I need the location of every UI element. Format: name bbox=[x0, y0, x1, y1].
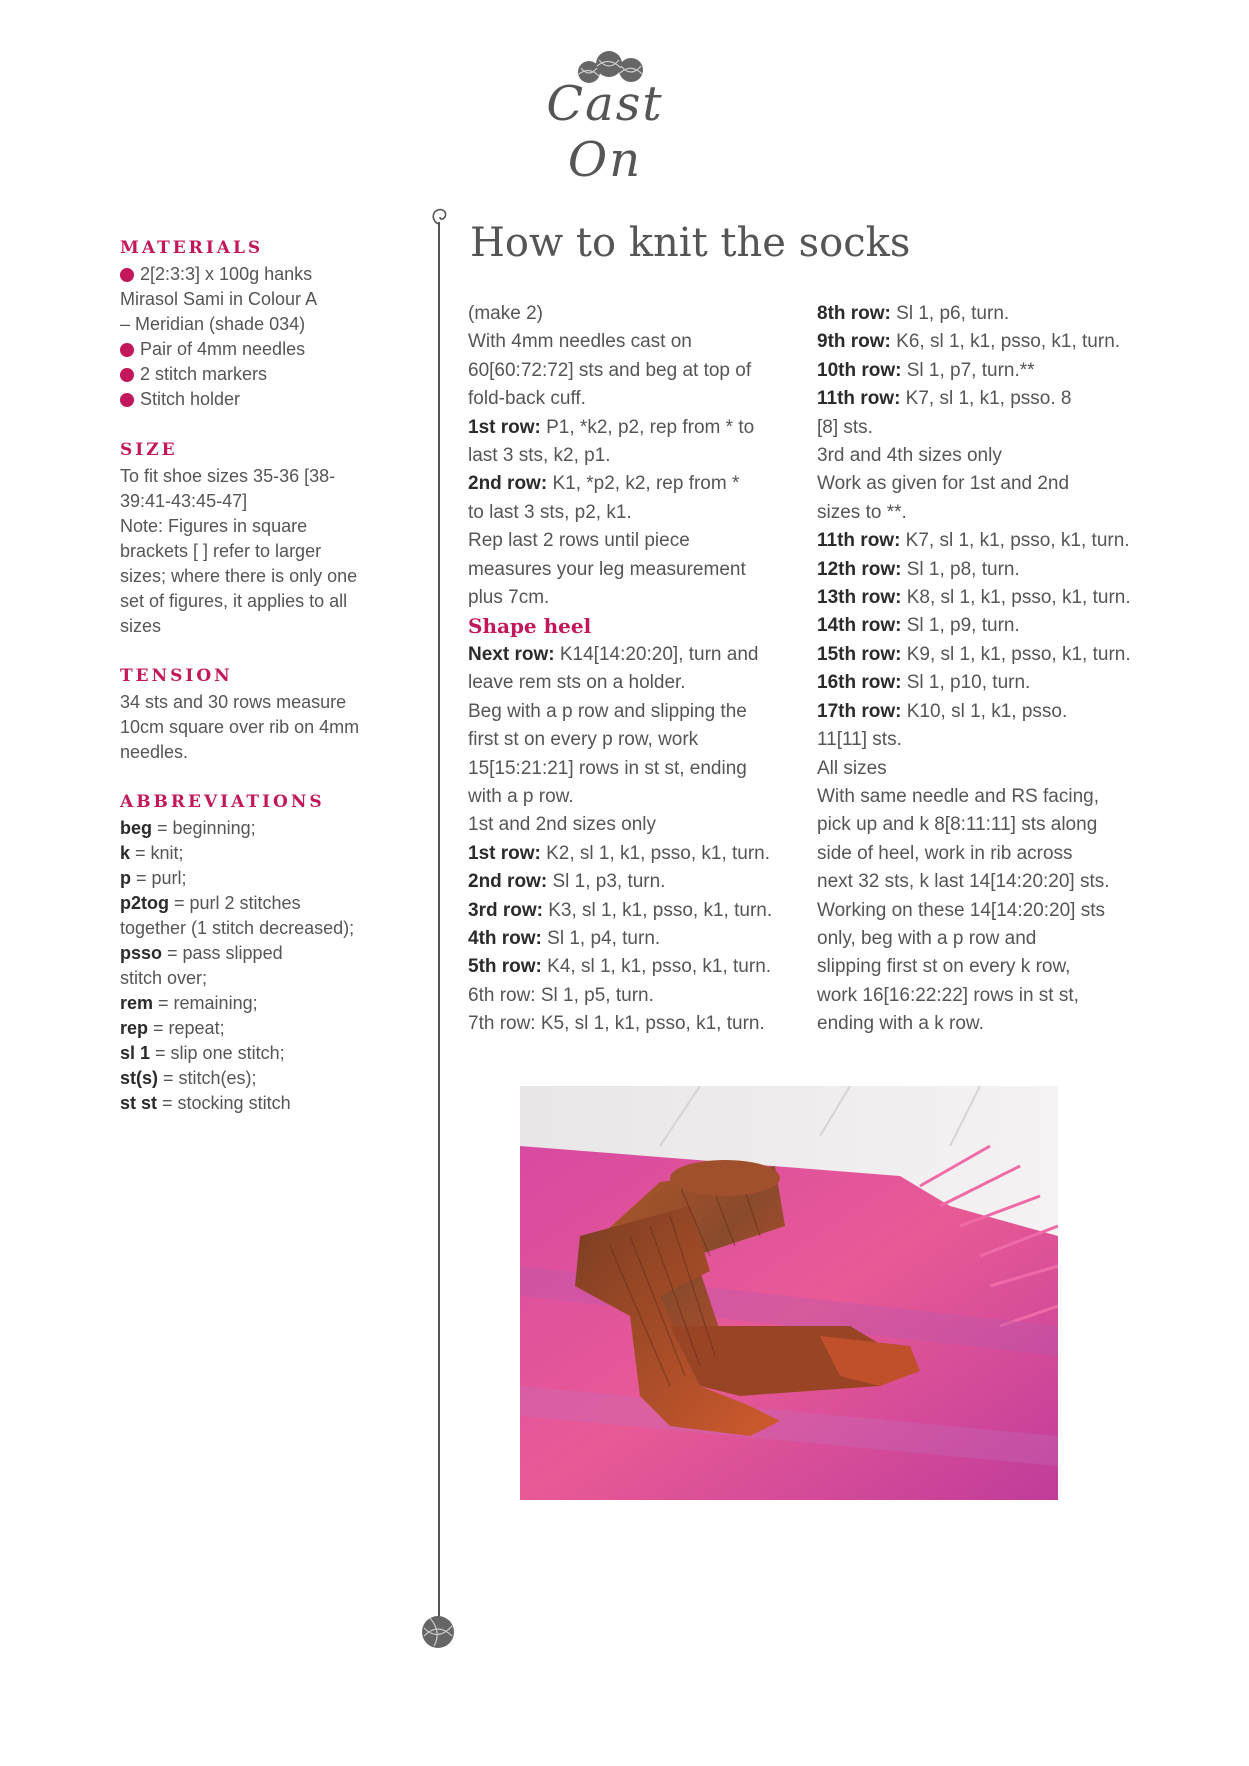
instruction-line: 17th row: K10, sl 1, k1, psso. bbox=[817, 700, 1068, 722]
instruction-line: to last 3 sts, p2, k1. bbox=[468, 501, 632, 523]
abbreviations-heading: ABBREVIATIONS bbox=[120, 792, 325, 812]
instruction-line: Beg with a p row and slipping the bbox=[468, 700, 747, 722]
abbr-item: stitch over; bbox=[120, 968, 208, 988]
shape-heel-subheading: Shape heel bbox=[468, 614, 592, 639]
yarn-ball-icon bbox=[418, 1612, 458, 1652]
instruction-line: leave rem sts on a holder. bbox=[468, 672, 686, 694]
tension-heading: TENSION bbox=[120, 666, 233, 686]
instruction-line: 2nd row: K1, *p2, k2, rep from * bbox=[468, 473, 740, 495]
instruction-line: only, beg with a p row and bbox=[817, 927, 1037, 949]
instruction-line: 1st and 2nd sizes only bbox=[468, 814, 657, 836]
instruction-line: 1st row: P1, *k2, p2, rep from * to bbox=[468, 416, 755, 438]
size-heading: SIZE bbox=[120, 440, 178, 460]
instruction-line: [8] sts. bbox=[817, 416, 873, 438]
instruction-line: sizes to **. bbox=[817, 501, 907, 523]
materials-item: Stitch holder bbox=[120, 387, 410, 412]
materials-heading: MATERIALS bbox=[120, 238, 264, 258]
materials-item: Pair of 4mm needles bbox=[120, 337, 410, 362]
instruction-line: 11th row: K7, sl 1, k1, psso. 8 bbox=[817, 388, 1072, 410]
size-text: To fit shoe sizes 35-36 [38- 39:41-43:45-47] Note: Figures in square brackets [ ] refer to larger sizes; where there is only one set of figures, it applies to all sizes bbox=[120, 466, 358, 636]
instruction-line: pick up and k 8[8:11:11] sts along bbox=[817, 814, 1098, 836]
instruction-line: measures your leg measurement bbox=[468, 558, 746, 580]
instruction-line: 11th row: K7, sl 1, k1, psso, k1, turn. bbox=[817, 530, 1130, 552]
instruction-line: 6th row: Sl 1, p5, turn. bbox=[468, 984, 654, 1006]
instruction-line: 3rd row: K3, sl 1, k1, psso, k1, turn. bbox=[468, 899, 773, 921]
column-divider bbox=[438, 222, 440, 1622]
instruction-line: Rep last 2 rows until piece bbox=[468, 530, 690, 552]
instruction-line: 15th row: K9, sl 1, k1, psso, k1, turn. bbox=[817, 643, 1131, 665]
instruction-line: Next row: K14[14:20:20], turn and bbox=[468, 643, 759, 665]
instruction-line: 7th row: K5, sl 1, k1, psso, k1, turn. bbox=[468, 1013, 765, 1035]
socks-photo bbox=[520, 1086, 1058, 1500]
bullet-icon bbox=[120, 368, 134, 382]
instruction-line: slipping first st on every k row, bbox=[817, 956, 1071, 978]
thread-loop-icon bbox=[428, 206, 452, 226]
instruction-line: with a p row. bbox=[468, 785, 574, 807]
bullet-icon bbox=[120, 343, 134, 357]
instruction-line: plus 7cm. bbox=[468, 587, 550, 609]
instruction-line: (make 2) bbox=[468, 303, 543, 324]
materials-item: 2 stitch markers bbox=[120, 362, 410, 387]
instruction-line: next 32 sts, k last 14[14:20:20] sts. bbox=[817, 871, 1110, 893]
instruction-line: 11[11] sts. bbox=[817, 729, 902, 751]
abbr-item: psso = pass slipped bbox=[120, 943, 283, 963]
bullet-icon bbox=[120, 393, 134, 407]
instruction-line: With 4mm needles cast on bbox=[468, 331, 692, 353]
instruction-line: 13th row: K8, sl 1, k1, psso, k1, turn. bbox=[817, 587, 1131, 609]
instruction-line: 15[15:21:21] rows in st st, ending bbox=[468, 757, 747, 779]
bullet-icon bbox=[120, 268, 134, 282]
abbreviations-list bbox=[120, 816, 410, 1116]
instruction-line: ending with a k row. bbox=[817, 1013, 984, 1035]
abbr-item: p2tog = purl 2 stitches bbox=[120, 893, 301, 913]
instruction-line: 14th row: Sl 1, p9, turn. bbox=[817, 615, 1020, 637]
tension-text: 34 sts and 30 rows measure 10cm square over rib on 4mm needles. bbox=[120, 692, 360, 762]
instruction-line: 9th row: K6, sl 1, k1, psso, k1, turn. bbox=[817, 331, 1121, 353]
abbr-item: st(s) = stitch(es); bbox=[120, 1068, 257, 1088]
abbr-item: beg = beginning; bbox=[120, 818, 256, 838]
instruction-line: first st on every p row, work bbox=[468, 729, 699, 751]
abbr-item: k = knit; bbox=[120, 843, 184, 863]
instruction-line: 4th row: Sl 1, p4, turn. bbox=[468, 927, 661, 949]
instruction-line: 60[60:72:72] sts and beg at top of bbox=[468, 359, 752, 381]
instruction-line: work 16[16:22:22] rows in st st, bbox=[817, 984, 1079, 1006]
instruction-line: 8th row: Sl 1, p6, turn. bbox=[817, 303, 1010, 324]
abbr-item: rep = repeat; bbox=[120, 1018, 225, 1038]
instruction-line: All sizes bbox=[817, 757, 887, 779]
instruction-line: 3rd and 4th sizes only bbox=[817, 445, 1002, 467]
instruction-line: 5th row: K4, sl 1, k1, psso, k1, turn. bbox=[468, 956, 772, 978]
instruction-line: Work as given for 1st and 2nd bbox=[817, 473, 1070, 495]
materials-item: 2[2:3:3] x 100g hanks bbox=[120, 262, 410, 287]
materials-item: Mirasol Sami in Colour A bbox=[120, 289, 318, 309]
materials-list bbox=[120, 262, 410, 412]
page-title: How to knit the socks bbox=[470, 220, 911, 266]
instruction-line: 1st row: K2, sl 1, k1, psso, k1, turn. bbox=[468, 842, 771, 864]
instruction-line: 12th row: Sl 1, p8, turn. bbox=[817, 558, 1020, 580]
materials-item: – Meridian (shade 034) bbox=[120, 314, 306, 334]
instructions-column-1 bbox=[468, 300, 788, 1039]
logo-text: Cast On bbox=[546, 76, 664, 188]
instruction-line: Working on these 14[14:20:20] sts bbox=[817, 899, 1105, 921]
abbr-item: st st = stocking stitch bbox=[120, 1093, 291, 1113]
instruction-line: last 3 sts, k2, p1. bbox=[468, 445, 611, 467]
abbr-item: p = purl; bbox=[120, 868, 187, 888]
cast-on-logo bbox=[505, 48, 705, 188]
instruction-line: fold-back cuff. bbox=[468, 388, 586, 410]
instruction-line: 2nd row: Sl 1, p3, turn. bbox=[468, 871, 666, 893]
abbr-item: sl 1 = slip one stitch; bbox=[120, 1043, 285, 1063]
instructions-column-2 bbox=[817, 300, 1147, 1039]
instruction-line: side of heel, work in rib across bbox=[817, 842, 1073, 864]
instruction-line: With same needle and RS facing, bbox=[817, 785, 1099, 807]
instruction-line: 16th row: Sl 1, p10, turn. bbox=[817, 672, 1031, 694]
instruction-line: 10th row: Sl 1, p7, turn.** bbox=[817, 359, 1035, 381]
abbr-item: together (1 stitch decreased); bbox=[120, 918, 355, 938]
abbr-item: rem = remaining; bbox=[120, 993, 258, 1013]
